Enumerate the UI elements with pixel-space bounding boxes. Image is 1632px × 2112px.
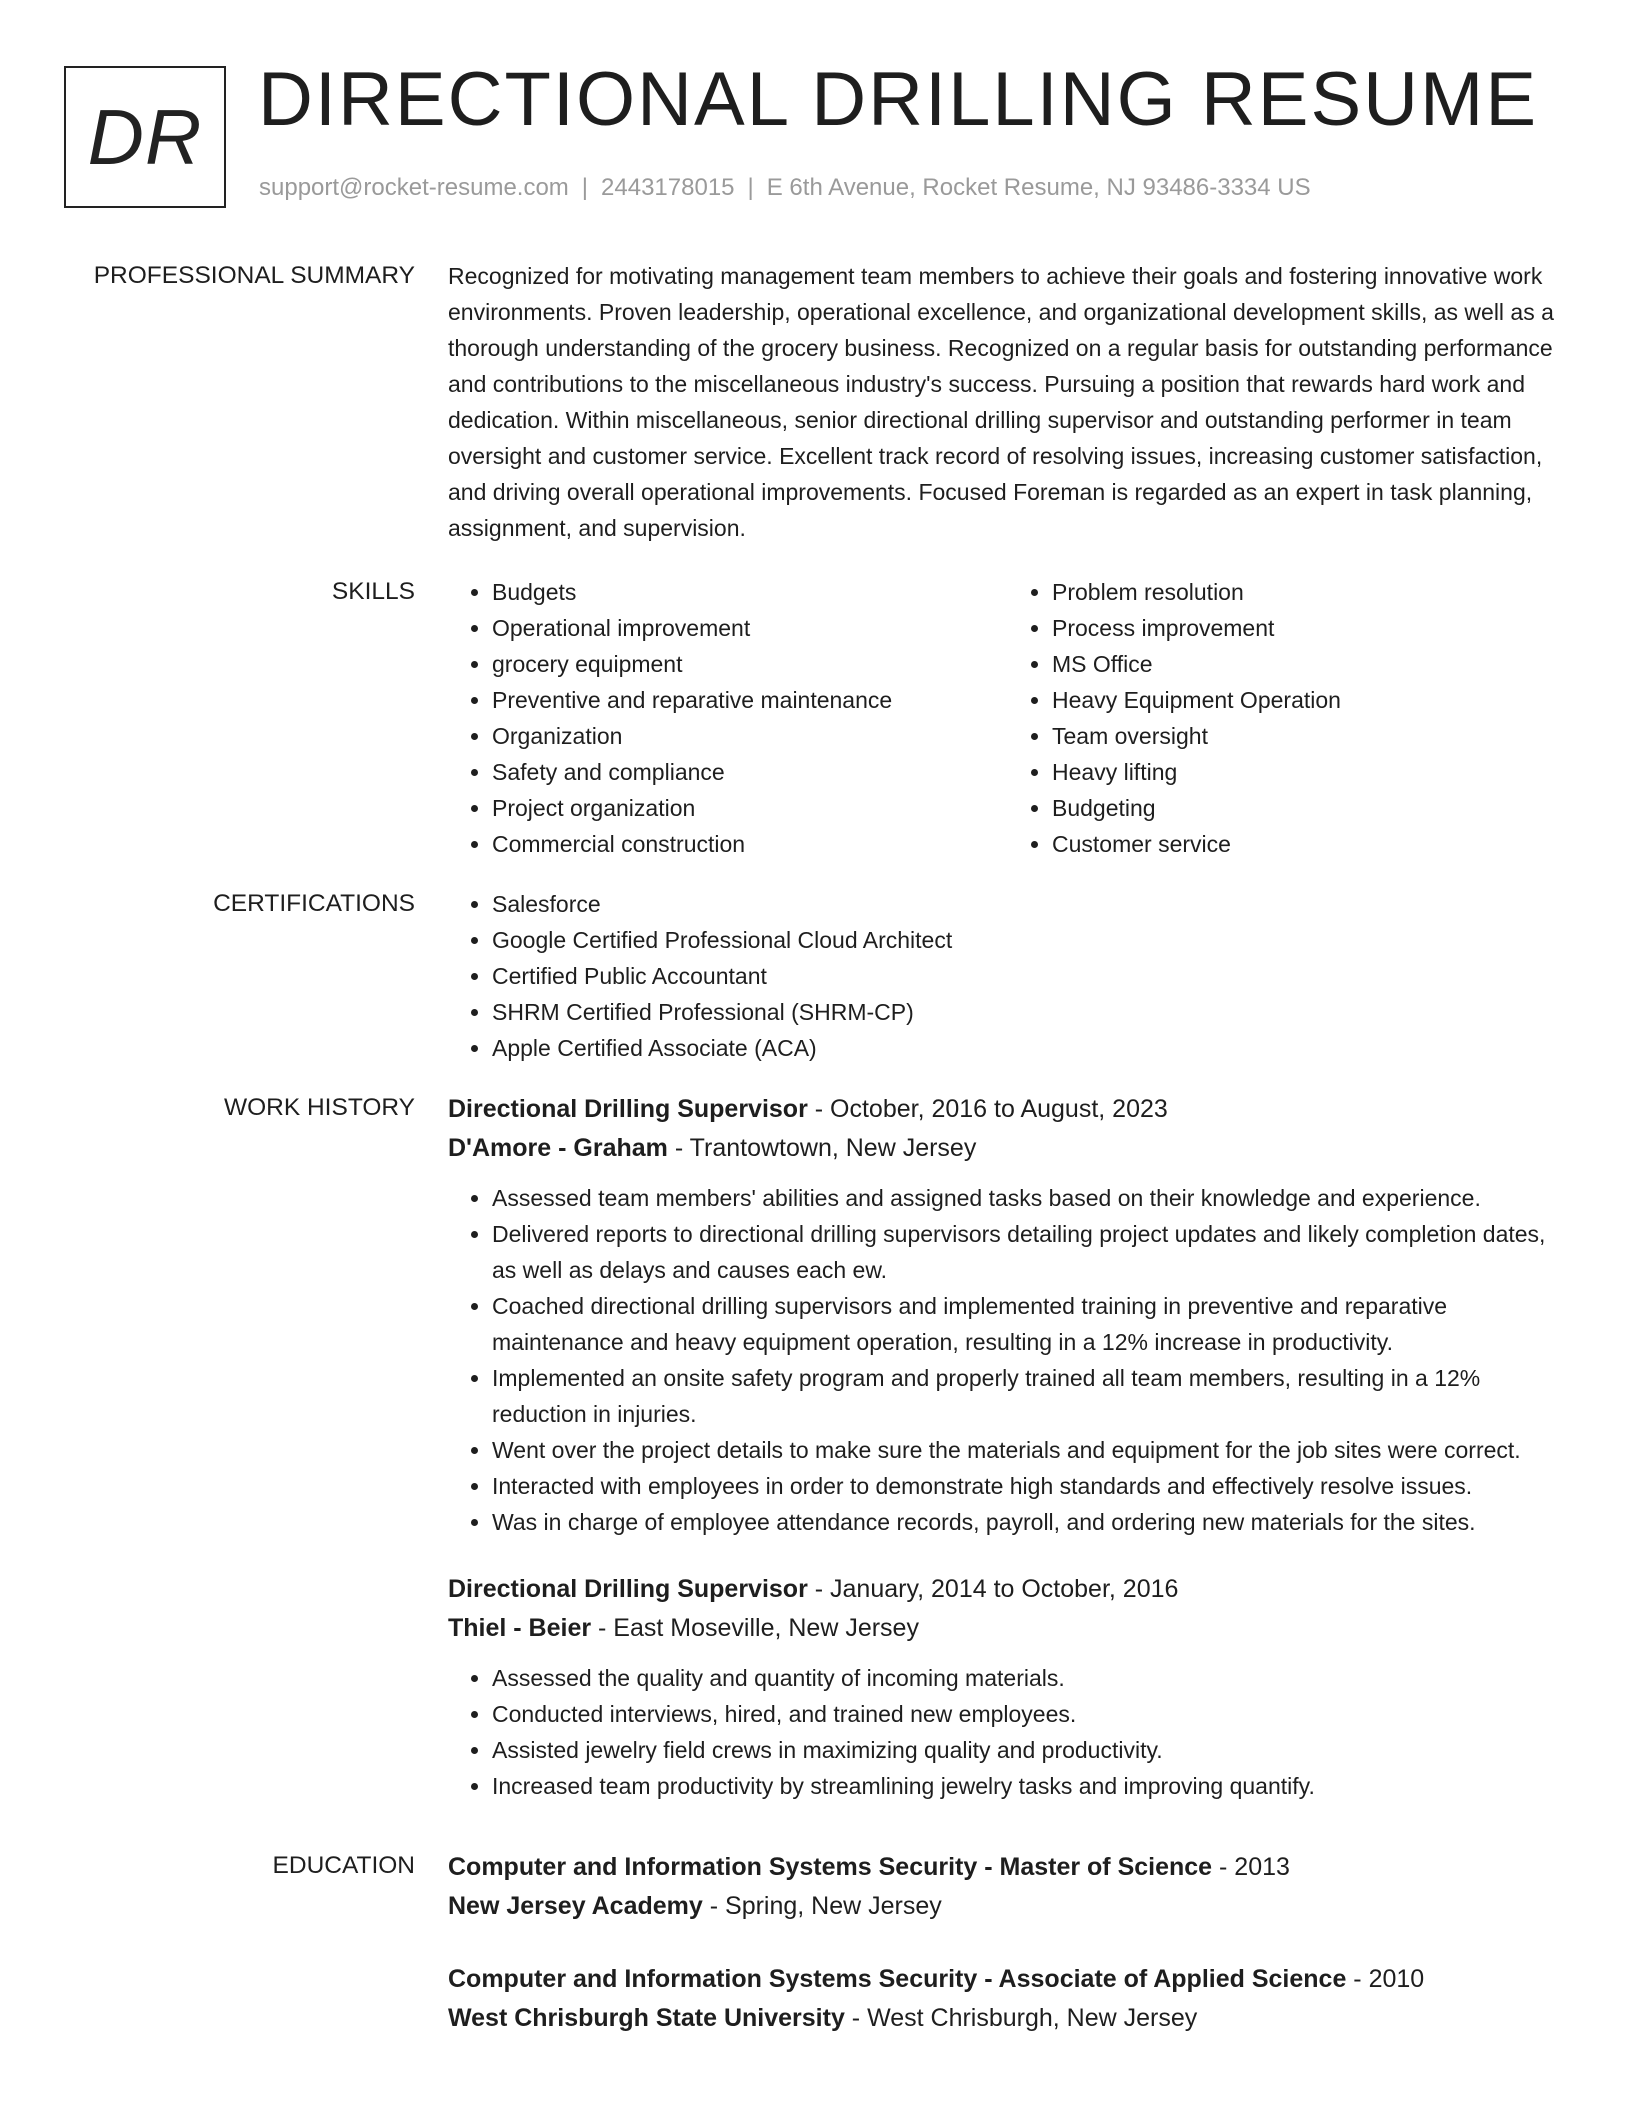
work-history-section <box>0 1090 1632 1834</box>
job-location: - East Moseville, New Jersey <box>591 1614 919 1642</box>
job-dates: - October, 2016 to August, 2023 <box>807 1095 1168 1123</box>
education-location: - Spring, New Jersey <box>702 1892 942 1920</box>
list-item: • Google Certified Professional Cloud Architect <box>492 922 1568 958</box>
contact-phone[interactable]: 2443178015 <box>601 174 735 201</box>
job-title: Directional Drilling Supervisor <box>448 1575 808 1603</box>
list-item: • grocery equipment <box>492 646 1008 682</box>
job-title: Directional Drilling Supervisor <box>448 1095 808 1123</box>
education-degree-line <box>448 1848 1568 1887</box>
list-item: • Went over the project details to make sure the materials and equipment for the job sites were correct. <box>492 1432 1568 1468</box>
education-school-line <box>448 1887 1568 1926</box>
summary-text: Recognized for motivating management team members to achieve their goals and fostering innovative work environments. Proven leadership, operational excellence, and organizational development skills, as well as a thorough understanding of the grocery business. Recognized on a regular basis for outstanding performance and contributions to the miscellaneous industry's success. Pursuing a position that rewards hard work and dedication. Within miscellaneous, senior directional drilling supervisor and outstanding performer in team oversight and customer service. Excellent track record of resolving issues, increasing customer satisfaction, and driving overall operational improvements. Focused Foreman is regarded as an expert in task planning, assignment, and supervision. <box>448 263 1554 541</box>
skills-body <box>448 574 1568 862</box>
summary-body <box>448 258 1568 546</box>
monogram-box <box>64 66 226 208</box>
list-item: • Assessed the quality and quantity of incoming materials. <box>492 1660 1568 1696</box>
resume-content <box>0 258 1632 2100</box>
list-item: • Preventive and reparative maintenance <box>492 682 1008 718</box>
section-label: WORK HISTORY <box>223 1094 415 1121</box>
education-degree-line <box>448 1960 1568 1999</box>
contact-separator: | <box>581 174 589 201</box>
list-item: • Process improvement <box>1052 610 1568 646</box>
education-degree: Computer and Information Systems Security - Master of Science <box>448 1853 1213 1881</box>
education-school: West Chrisburgh State University <box>448 2004 845 2032</box>
list-item: • Implemented an onsite safety program and properly trained all team members, resulting in a 12% reduction in injuries. <box>492 1360 1568 1432</box>
list-item: • Interacted with employees in order to demonstrate high standards and effectively resolve issues. <box>492 1468 1568 1504</box>
job-dates: - January, 2014 to October, 2016 <box>807 1575 1179 1603</box>
skills-section <box>0 574 1632 862</box>
list-item: • Apple Certified Associate (ACA) <box>492 1030 1568 1066</box>
list-item: • Delivered reports to directional drilling supervisors detailing project updates and likely completion dates, as well as delays and causes each ew. <box>492 1216 1568 1288</box>
list-item: • SHRM Certified Professional (SHRM-CP) <box>492 994 1568 1030</box>
resume-title: DIRECTIONAL DRILLING RESUME <box>258 57 1539 142</box>
list-item: • Operational improvement <box>492 610 1008 646</box>
skills-list-right <box>1008 574 1568 862</box>
certifications-body <box>448 886 1568 1066</box>
list-item: • Problem resolution <box>1052 574 1568 610</box>
job-company-line <box>448 1129 1568 1168</box>
list-item: • Salesforce <box>492 886 1568 922</box>
section-label: PROFESSIONAL SUMMARY <box>93 262 415 289</box>
contact-address: E 6th Avenue, Rocket Resume, NJ 93486-3334 US <box>766 174 1311 201</box>
work-history-body <box>448 1090 1568 1834</box>
list-item: • Conducted interviews, hired, and trained new employees. <box>492 1696 1568 1732</box>
list-item: • Coached directional drilling supervisors and implemented training in preventive and reparative maintenance and heavy equipment operation, resulting in a 12% increase in productivity. <box>492 1288 1568 1360</box>
job-entry <box>448 1570 1568 1804</box>
job-company: Thiel - Beier <box>448 1614 592 1642</box>
summary-section <box>0 258 1632 546</box>
education-section <box>0 1848 1632 2072</box>
job-company: D'Amore - Graham <box>448 1134 668 1162</box>
list-item: • Heavy Equipment Operation <box>1052 682 1568 718</box>
education-location: - West Chrisburgh, New Jersey <box>844 2004 1198 2032</box>
job-title-line <box>448 1570 1568 1609</box>
list-item: • Increased team productivity by streamlining jewelry tasks and improving quantify. <box>492 1768 1568 1804</box>
contact-separator: | <box>747 174 754 201</box>
section-label: SKILLS <box>331 578 415 605</box>
certifications-list <box>448 886 1568 1066</box>
list-item: • Team oversight <box>1052 718 1568 754</box>
job-bullets <box>448 1660 1568 1804</box>
job-company-line <box>448 1609 1568 1648</box>
list-item: • Heavy lifting <box>1052 754 1568 790</box>
job-entry <box>448 1090 1568 1540</box>
certifications-section <box>0 886 1632 1066</box>
list-item: • Budgeting <box>1052 790 1568 826</box>
list-item: • Project organization <box>492 790 1008 826</box>
job-title-line <box>448 1090 1568 1129</box>
education-entry <box>448 1960 1568 2038</box>
list-item: • Commercial construction <box>492 826 1008 862</box>
section-label: EDUCATION <box>272 1852 415 1879</box>
list-item: • Assisted jewelry field crews in maximizing quality and productivity. <box>492 1732 1568 1768</box>
education-school: New Jersey Academy <box>448 1892 703 1920</box>
list-item: • Assessed team members' abilities and assigned tasks based on their knowledge and experience. <box>492 1180 1568 1216</box>
section-label: CERTIFICATIONS <box>213 890 415 917</box>
contact-email[interactable]: support@rocket-resume.com <box>259 174 569 201</box>
skills-list-left <box>448 574 1008 862</box>
contact-line <box>259 174 1311 202</box>
job-location: - Trantowtown, New Jersey <box>667 1134 977 1162</box>
list-item: • Certified Public Accountant <box>492 958 1568 994</box>
education-year: - 2010 <box>1346 1965 1425 1993</box>
list-item: • MS Office <box>1052 646 1568 682</box>
education-body <box>448 1848 1568 2072</box>
job-bullets <box>448 1180 1568 1540</box>
education-school-line <box>448 1999 1568 2038</box>
list-item: • Was in charge of employee attendance records, payroll, and ordering new materials for the sites. <box>492 1504 1568 1540</box>
education-entry <box>448 1848 1568 1926</box>
list-item: • Safety and compliance <box>492 754 1008 790</box>
education-year: - 2013 <box>1212 1853 1290 1881</box>
education-degree: Computer and Information Systems Security - Associate of Applied Science <box>448 1965 1347 1993</box>
monogram-initials: DR <box>87 92 203 181</box>
list-item: • Customer service <box>1052 826 1568 862</box>
list-item: • Organization <box>492 718 1008 754</box>
list-item: • Budgets <box>492 574 1008 610</box>
